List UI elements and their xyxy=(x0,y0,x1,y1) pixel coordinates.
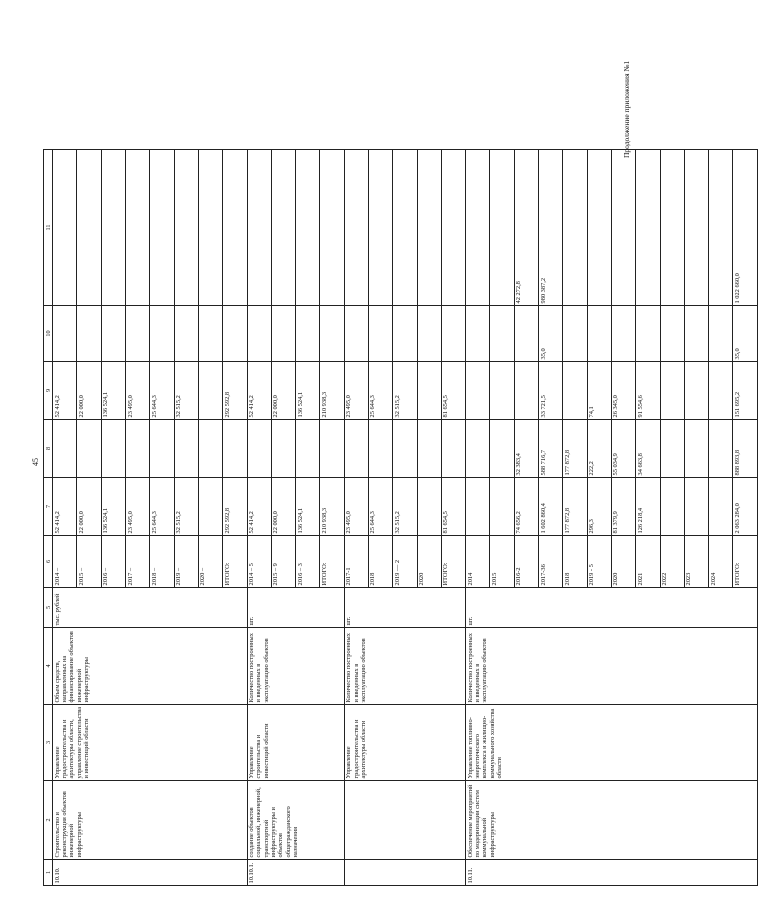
value-cell xyxy=(490,362,514,420)
value-cell: 2015 – 9 xyxy=(271,536,295,588)
value-cell xyxy=(77,306,101,362)
value-cell xyxy=(223,150,247,306)
value-cell: 2018 xyxy=(563,536,587,588)
value-cell: 2017-1 xyxy=(344,536,368,588)
column-number-cell: 2 xyxy=(44,781,53,860)
section-indicator-cell: Количество построенных и введенных в эксплуатацию объектов xyxy=(344,628,465,705)
value-cell xyxy=(563,362,587,420)
value-cell: 22 000,0 xyxy=(271,362,295,420)
value-cell xyxy=(709,478,733,536)
section-responsible-cell: Управление строительства и инвестиций области xyxy=(247,705,344,781)
value-cell: 32 515,2 xyxy=(174,362,198,420)
section-id-cell xyxy=(344,860,465,886)
value-cell: 2016-2 xyxy=(514,536,538,588)
value-cell xyxy=(247,306,271,362)
value-cell xyxy=(441,150,465,306)
value-cell: 55 034,9 xyxy=(611,420,635,478)
value-cell xyxy=(53,420,77,478)
value-cell xyxy=(223,306,247,362)
value-cell xyxy=(441,420,465,478)
value-cell: 136 524,1 xyxy=(101,362,125,420)
column-number-cell: 9 xyxy=(44,362,53,420)
value-cell xyxy=(271,420,295,478)
section-id-cell: 10.10.1. xyxy=(247,860,344,886)
value-cell: 2021 xyxy=(636,536,660,588)
value-cell: 52 414,2 xyxy=(247,478,271,536)
value-cell: 22 000,0 xyxy=(77,362,101,420)
value-cell xyxy=(709,420,733,478)
value-cell: 177 872,8 xyxy=(563,478,587,536)
value-cell: ИТОГО: xyxy=(441,536,465,588)
value-cell: 2022 xyxy=(660,536,684,588)
value-cell: 588 716,7 xyxy=(539,420,563,478)
value-cell xyxy=(709,150,733,306)
value-cell xyxy=(684,420,708,478)
section-name-cell xyxy=(344,781,465,860)
value-cell: 2020 xyxy=(611,536,635,588)
column-number-cell: 6 xyxy=(44,536,53,588)
value-cell xyxy=(368,420,392,478)
section-indicator-cell: Количество построенных и введенных в эксплуатацию объектов xyxy=(247,628,344,705)
value-cell: 42 272,8 xyxy=(514,150,538,306)
value-cell xyxy=(490,420,514,478)
value-cell: 2020 – xyxy=(198,536,222,588)
value-cell: ИТОГО: xyxy=(733,536,757,588)
value-cell xyxy=(77,420,101,478)
column-number-cell: 11 xyxy=(44,150,53,306)
value-cell xyxy=(490,150,514,306)
value-cell xyxy=(271,150,295,306)
value-cell: 2019 - 5 xyxy=(587,536,611,588)
value-cell: 23 495,0 xyxy=(344,362,368,420)
value-cell xyxy=(174,150,198,306)
section-name-cell: Строительство и реконструкция объектов инженерной инфраструктуры xyxy=(53,781,247,860)
value-cell: 23 495,0 xyxy=(126,478,150,536)
value-cell xyxy=(126,150,150,306)
value-cell xyxy=(101,306,125,362)
value-cell: 2019 — 2 xyxy=(393,536,417,588)
value-cell: 222,2 xyxy=(587,420,611,478)
value-cell xyxy=(344,306,368,362)
value-cell: 296,3 xyxy=(587,478,611,536)
value-cell xyxy=(174,420,198,478)
value-cell xyxy=(101,420,125,478)
value-cell: 81 654,5 xyxy=(441,362,465,420)
value-cell xyxy=(660,362,684,420)
column-number-cell: 8 xyxy=(44,420,53,478)
value-cell: 91 554,6 xyxy=(636,362,660,420)
value-cell: 136 524,1 xyxy=(296,478,320,536)
value-cell xyxy=(344,150,368,306)
value-cell xyxy=(417,362,441,420)
column-number-row xyxy=(44,150,53,886)
value-cell xyxy=(466,150,490,306)
section-id-cell: 10.10. xyxy=(53,860,247,886)
value-cell xyxy=(150,150,174,306)
column-number-cell: 5 xyxy=(44,588,53,628)
program-measures-table xyxy=(43,149,758,886)
value-cell: 81 654,5 xyxy=(441,478,465,536)
value-cell xyxy=(660,150,684,306)
value-cell xyxy=(684,362,708,420)
value-cell: 292 592,8 xyxy=(223,478,247,536)
value-cell: 2014 – 5 xyxy=(247,536,271,588)
value-cell: 210 938,3 xyxy=(320,478,344,536)
value-cell xyxy=(296,420,320,478)
column-number-cell: 1 xyxy=(44,860,53,886)
value-cell xyxy=(417,306,441,362)
section-unit-cell: шт. xyxy=(344,588,465,628)
value-cell xyxy=(709,362,733,420)
column-number-cell: 10 xyxy=(44,306,53,362)
table-row xyxy=(466,150,490,886)
value-cell: 35,0 xyxy=(539,306,563,362)
value-cell xyxy=(393,420,417,478)
value-cell: 2015 xyxy=(490,536,514,588)
value-cell: 34 663,8 xyxy=(636,420,660,478)
value-cell: 35,0 xyxy=(733,306,757,362)
value-cell: 2016 – xyxy=(101,536,125,588)
value-cell xyxy=(611,306,635,362)
value-cell xyxy=(296,150,320,306)
column-number-cell: 4 xyxy=(44,628,53,705)
value-cell: 1 602 860,4 xyxy=(539,478,563,536)
value-cell: 2017 – xyxy=(126,536,150,588)
value-cell xyxy=(660,306,684,362)
value-cell xyxy=(198,150,222,306)
column-number-cell: 3 xyxy=(44,705,53,781)
value-cell xyxy=(53,306,77,362)
value-cell xyxy=(393,150,417,306)
section-responsible-cell: Управление градостроительства и архитектуры области xyxy=(344,705,465,781)
value-cell xyxy=(198,478,222,536)
value-cell: 2024 xyxy=(709,536,733,588)
value-cell xyxy=(587,150,611,306)
value-cell: 2016 – 3 xyxy=(296,536,320,588)
value-cell: 177 872,8 xyxy=(563,420,587,478)
value-cell xyxy=(684,306,708,362)
value-cell xyxy=(223,420,247,478)
column-number-cell: 7 xyxy=(44,478,53,536)
value-cell xyxy=(417,478,441,536)
section-responsible-cell: Управление топливно-энергетического комплекса и жилищно-коммунального хозяйства области xyxy=(466,705,758,781)
value-cell xyxy=(101,150,125,306)
value-cell: 888 893,8 xyxy=(733,420,757,478)
value-cell xyxy=(198,420,222,478)
value-cell: 25 644,3 xyxy=(368,362,392,420)
value-cell xyxy=(247,420,271,478)
value-cell xyxy=(247,150,271,306)
value-cell: 74,1 xyxy=(587,362,611,420)
value-cell: 52 414,2 xyxy=(53,478,77,536)
value-cell xyxy=(563,150,587,306)
value-cell xyxy=(660,420,684,478)
value-cell: 1 022 660,0 xyxy=(733,150,757,306)
value-cell: 980 387,2 xyxy=(539,150,563,306)
value-cell xyxy=(417,150,441,306)
value-cell: 2020 xyxy=(417,536,441,588)
value-cell xyxy=(150,420,174,478)
value-cell xyxy=(198,362,222,420)
value-cell xyxy=(514,362,538,420)
value-cell xyxy=(126,306,150,362)
section-id-cell: 10.11. xyxy=(466,860,758,886)
value-cell xyxy=(466,306,490,362)
table-row xyxy=(247,150,271,886)
value-cell: 25 644,3 xyxy=(368,478,392,536)
value-cell xyxy=(198,306,222,362)
value-cell: 33 721,5 xyxy=(539,362,563,420)
value-cell: 52 414,2 xyxy=(53,362,77,420)
value-cell xyxy=(320,150,344,306)
value-cell: 2015 – xyxy=(77,536,101,588)
value-cell: 32 383,4 xyxy=(514,420,538,478)
section-indicator-cell: Количество построенных и введенных в эксплуатацию объектов xyxy=(466,628,758,705)
value-cell xyxy=(368,150,392,306)
value-cell xyxy=(466,362,490,420)
value-cell: 2014 – xyxy=(53,536,77,588)
value-cell: 23 495,0 xyxy=(126,362,150,420)
page-number: 45 xyxy=(31,458,40,466)
value-cell xyxy=(126,420,150,478)
value-cell: 2 063 284,0 xyxy=(733,478,757,536)
value-cell xyxy=(587,306,611,362)
value-cell xyxy=(174,306,198,362)
value-cell xyxy=(611,150,635,306)
value-cell xyxy=(53,150,77,306)
value-cell: 2017-36 xyxy=(539,536,563,588)
value-cell: 151 695,2 xyxy=(733,362,757,420)
value-cell xyxy=(441,306,465,362)
value-cell xyxy=(709,306,733,362)
value-cell xyxy=(684,478,708,536)
value-cell: 2018 xyxy=(368,536,392,588)
value-cell: 32 515,2 xyxy=(393,478,417,536)
value-cell xyxy=(320,420,344,478)
table-row xyxy=(53,150,77,886)
value-cell xyxy=(514,306,538,362)
appendix-continuation-label: Продолжение приложения №1 xyxy=(622,60,631,158)
value-cell: 136 524,1 xyxy=(101,478,125,536)
value-cell: 22 000,0 xyxy=(77,478,101,536)
value-cell xyxy=(490,478,514,536)
value-cell: 126 218,4 xyxy=(636,478,660,536)
value-cell xyxy=(466,420,490,478)
value-cell: 23 495,0 xyxy=(344,478,368,536)
value-cell: 25 644,3 xyxy=(150,362,174,420)
value-cell xyxy=(684,150,708,306)
section-name-cell: Обеспечение мероприятий по модернизации систем коммунальной инфраструктуры xyxy=(466,781,758,860)
value-cell: 25 644,3 xyxy=(150,478,174,536)
value-cell xyxy=(636,306,660,362)
value-cell xyxy=(417,420,441,478)
value-cell: 32 515,2 xyxy=(174,478,198,536)
section-responsible-cell: Управление градостроительства и архитектуры области, управление строительства и инвестиций области xyxy=(53,705,247,781)
section-name-cell: создание объектов социальной, инженерной, транспортной инфраструктуры и объектов общегражданского назначения xyxy=(247,781,344,860)
value-cell xyxy=(466,478,490,536)
section-indicator-cell: Объем средств, направленных на финансирование объектов инженерной инфраструктуры xyxy=(53,628,247,705)
section-unit-cell: шт. xyxy=(466,588,758,628)
value-cell: 136 524,1 xyxy=(296,362,320,420)
value-cell xyxy=(320,306,344,362)
value-cell xyxy=(344,420,368,478)
value-cell: 32 515,2 xyxy=(393,362,417,420)
value-cell: 74 656,2 xyxy=(514,478,538,536)
value-cell xyxy=(636,150,660,306)
value-cell xyxy=(660,478,684,536)
value-cell: ИТОГО: xyxy=(223,536,247,588)
value-cell: 2018 – xyxy=(150,536,174,588)
section-unit-cell: тыс. рублей xyxy=(53,588,247,628)
value-cell: 26 345,0 xyxy=(611,362,635,420)
value-cell: 292 592,8 xyxy=(223,362,247,420)
value-cell: 52 414,2 xyxy=(247,362,271,420)
value-cell xyxy=(77,150,101,306)
value-cell: 81 379,9 xyxy=(611,478,635,536)
value-cell: ИТОГО: xyxy=(320,536,344,588)
section-unit-cell: шт. xyxy=(247,588,344,628)
table-row xyxy=(344,150,368,886)
value-cell: 2023 xyxy=(684,536,708,588)
value-cell: 22 000,0 xyxy=(271,478,295,536)
value-cell: 2019 – xyxy=(174,536,198,588)
value-cell xyxy=(150,306,174,362)
value-cell xyxy=(271,306,295,362)
value-cell: 210 938,3 xyxy=(320,362,344,420)
value-cell xyxy=(393,306,417,362)
value-cell xyxy=(296,306,320,362)
value-cell xyxy=(563,306,587,362)
value-cell: 2014 xyxy=(466,536,490,588)
value-cell xyxy=(368,306,392,362)
value-cell xyxy=(490,306,514,362)
